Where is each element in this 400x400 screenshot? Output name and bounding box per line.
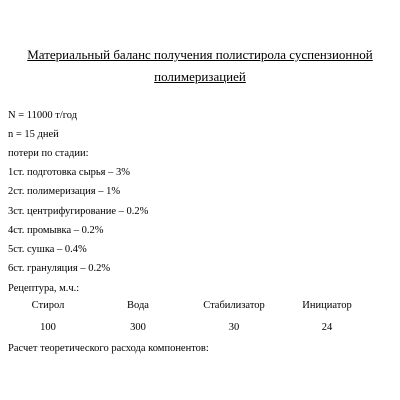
document-title <box>0 44 400 88</box>
stage-2: 2ст. полимеризация – 1% <box>8 186 121 197</box>
stage-1: 1ст. подготовка сырья – 3% <box>8 167 130 178</box>
recipe-value-stabilizer: 30 <box>228 322 240 333</box>
recipe-value-initiator: 24 <box>321 322 333 333</box>
title-line-1: Материальный баланс получения полистирола суспензионной <box>27 47 373 62</box>
recipe-value-water: 300 <box>130 322 146 333</box>
title-line-2: полимеризацией <box>154 69 246 84</box>
stage-4: 4ст. промывка – 0.2% <box>8 225 104 236</box>
stage-3: 3ст. центрифугирование – 0.2% <box>8 206 149 217</box>
recipe-heading: Рецептура, м.ч.: <box>8 283 80 294</box>
stage-5: 5ст. сушка – 0.4% <box>8 244 87 255</box>
stage-6: 6ст. грануляция – 0.2% <box>8 263 111 274</box>
recipe-header-water: Вода <box>127 300 149 311</box>
capacity-line: N = 11000 т/год <box>8 110 78 121</box>
recipe-header-initiator: Инициатор <box>302 300 352 311</box>
recipe-header-styrene: Стирол <box>31 300 65 311</box>
recipe-header-stabilizer: Стабилизатор <box>203 300 265 311</box>
losses-heading: потери по стадии: <box>8 148 89 159</box>
footer-line: Расчет теоретического расхода компонентов: <box>8 343 209 354</box>
days-line: n = 15 дней <box>8 129 59 140</box>
recipe-value-styrene: 100 <box>40 322 56 333</box>
